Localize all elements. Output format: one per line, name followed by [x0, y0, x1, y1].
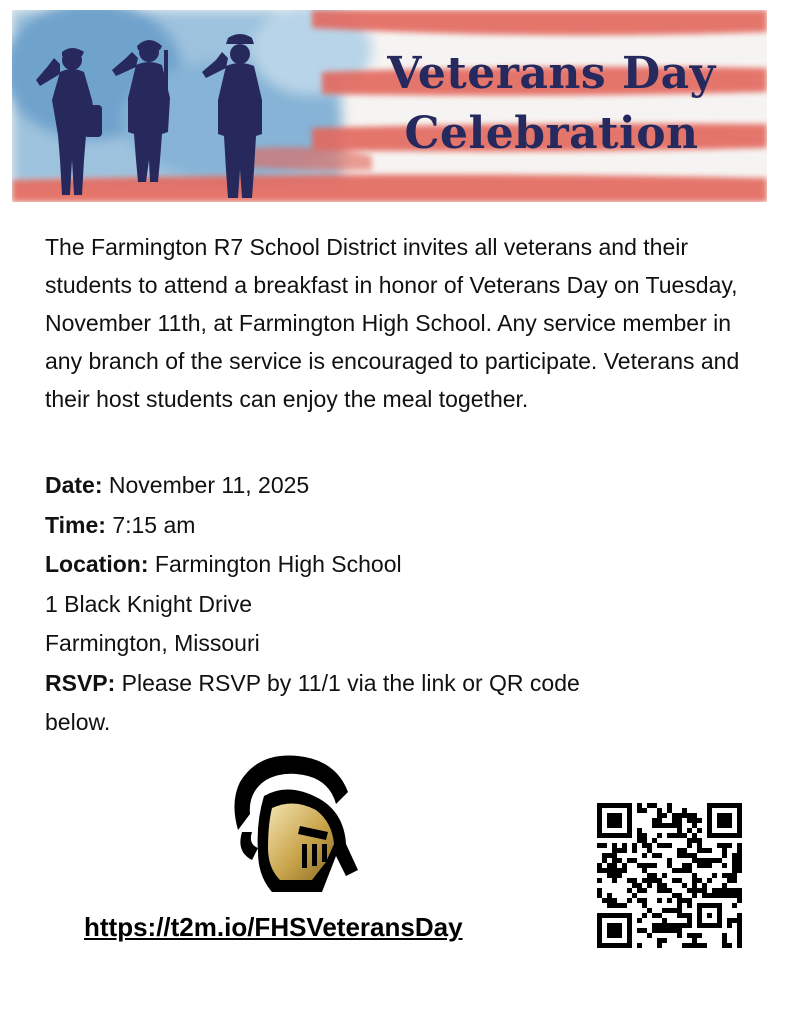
location-line: [45, 545, 745, 585]
address-line1: 1 Black Knight Drive: [45, 590, 253, 617]
time-line: [45, 506, 745, 546]
qr-code-icon[interactable]: [597, 803, 742, 953]
intro-paragraph: The Farmington R7 School District invites all veterans and their students to attend a breakfast in honor of Veterans Day on Tuesday, November 11th, at Farmington High School. Any service member in any branch of the service is encouraged to participate. Veterans and their host students can enjoy the meal together.: [45, 234, 740, 412]
location-label: Location:: [45, 551, 149, 577]
time-value: 7:15 am: [105, 511, 196, 538]
date-line: [45, 466, 745, 506]
banner-title-line1: Veterans Day: [387, 48, 716, 99]
date-value: November 11, 2025: [102, 472, 310, 498]
time-label: Time:: [45, 511, 106, 538]
rsvp-value: Please RSVP by 11/1 via the link or QR code: [115, 669, 580, 696]
rsvp-link[interactable]: https://t2m.io/FHSVeteransDay: [84, 912, 463, 942]
rsvp-label: RSVP:: [45, 669, 116, 696]
address-line2: Farmington, Missouri: [45, 630, 260, 656]
event-details: [45, 466, 745, 743]
black-knight-helmet-icon: [218, 752, 368, 902]
rsvp-line: [45, 664, 745, 704]
banner-title: [344, 44, 759, 164]
header-banner: [12, 10, 767, 202]
location-value: Farmington High School: [148, 551, 402, 577]
date-label: Date:: [45, 472, 103, 498]
banner-title-line2: Celebration: [404, 108, 699, 159]
rsvp-line2: below.: [45, 709, 111, 735]
